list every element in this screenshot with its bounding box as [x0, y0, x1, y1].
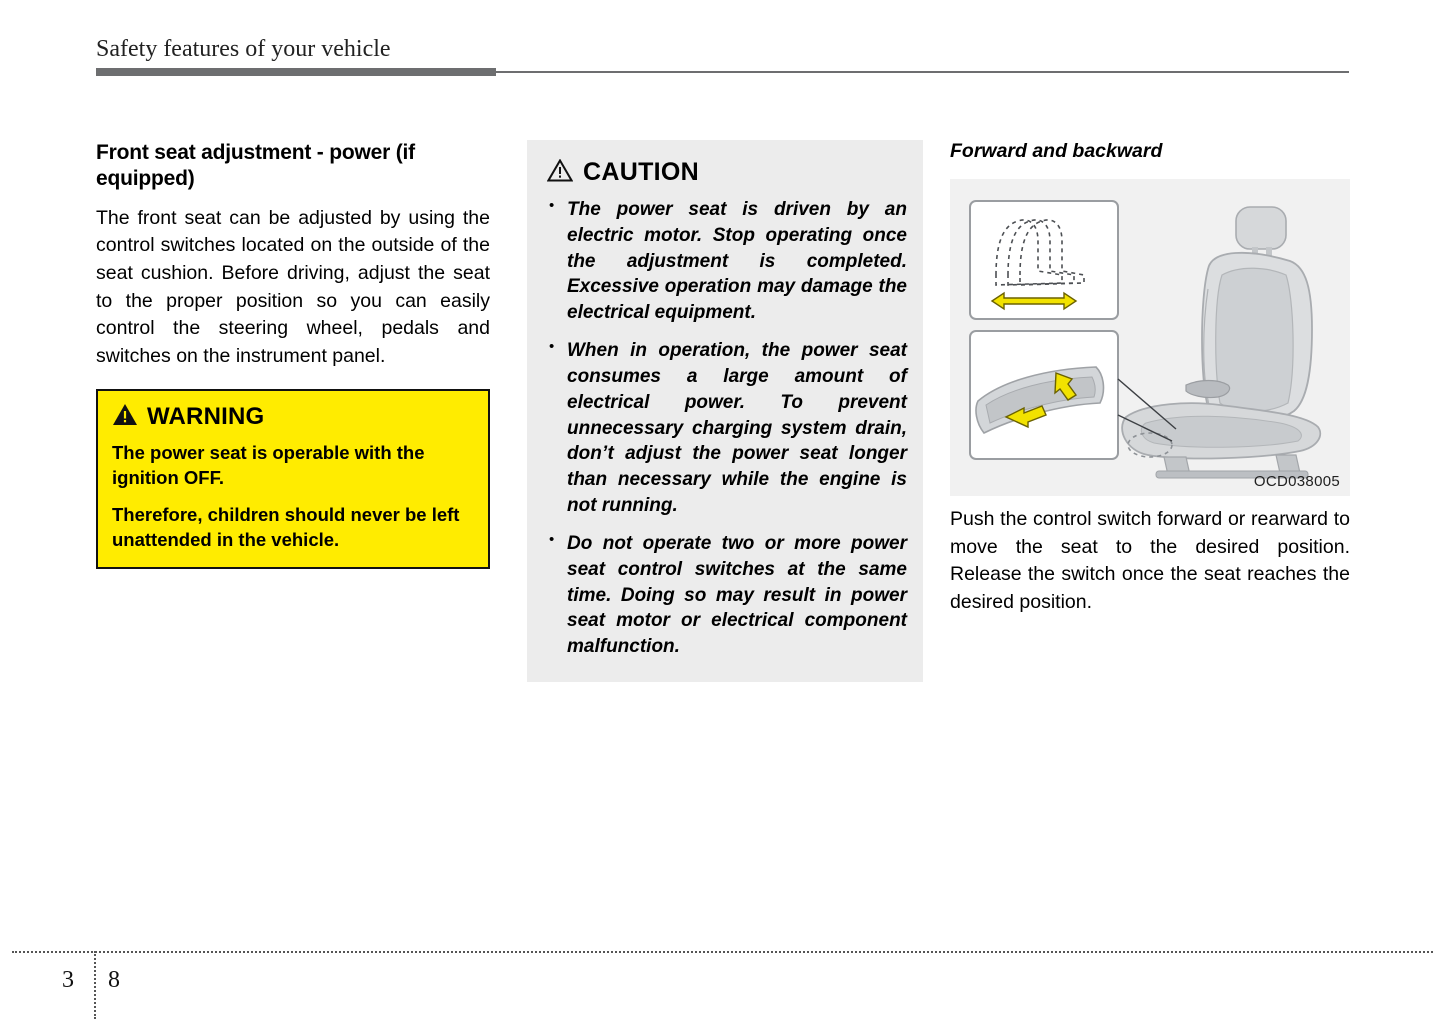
middle-column	[527, 140, 923, 682]
page-title: Safety features of your vehicle	[96, 36, 391, 62]
figure-id-label: OCD038005	[1253, 473, 1340, 490]
header-divider	[96, 68, 1349, 76]
caution-list	[545, 197, 907, 660]
warning-text-1: The power seat is operable with the ignition OFF.	[112, 441, 425, 488]
warning-triangle-icon	[112, 403, 138, 431]
page-footer	[0, 939, 1445, 1019]
intro-paragraph: The front seat can be adjusted by using the control switches located on the outside of the seat cushion. Before driving, adjust the seat to the proper position so you can easily control the steering wheel, pedals and switches on the instrument panel.	[96, 206, 490, 367]
chapter-number: 3	[62, 967, 74, 993]
caution-item: • Do not operate two or more power seat control switches at the same time. Doing so may result in power seat motor or electrical component malfunction.	[545, 531, 907, 660]
footer-dotted-rule	[12, 951, 1433, 954]
warning-text-2: Therefore, children should never be left unattended in the vehicle.	[112, 503, 460, 550]
warning-label: WARNING	[147, 402, 265, 430]
caution-triangle-icon	[547, 159, 573, 186]
caution-label: CAUTION	[583, 158, 699, 186]
right-column	[950, 140, 1350, 617]
page-header	[96, 36, 1349, 76]
page-number: 8	[108, 967, 120, 993]
seat-adjustment-figure	[950, 179, 1350, 496]
header-divider-thick	[96, 68, 496, 76]
caution-item: • When in operation, the power seat consumes a large amount of electrical power. To prevent unnecessary charging system drain, don’t adjust the power seat longer than necessary while the engine is not running.	[545, 338, 907, 519]
figure-caption: Push the control switch forward or rearward to move the seat to the desired position. Release the switch once the seat reaches the desired position.	[950, 508, 1350, 614]
section-title: Front seat adjustment - power (if equipped)	[96, 141, 415, 191]
caution-header	[547, 158, 907, 187]
warning-header	[112, 403, 474, 431]
caution-item: • The power seat is driven by an electric motor. Stop operating once the adjustment is completed. Excessive operation may damage the electrical equipment.	[545, 197, 907, 326]
warning-box	[96, 389, 490, 569]
caution-box	[527, 140, 923, 682]
subsection-title: Forward and backward	[950, 140, 1163, 162]
header-divider-thin	[496, 71, 1349, 73]
left-column	[96, 140, 490, 569]
footer-dotted-divider	[94, 951, 96, 1019]
